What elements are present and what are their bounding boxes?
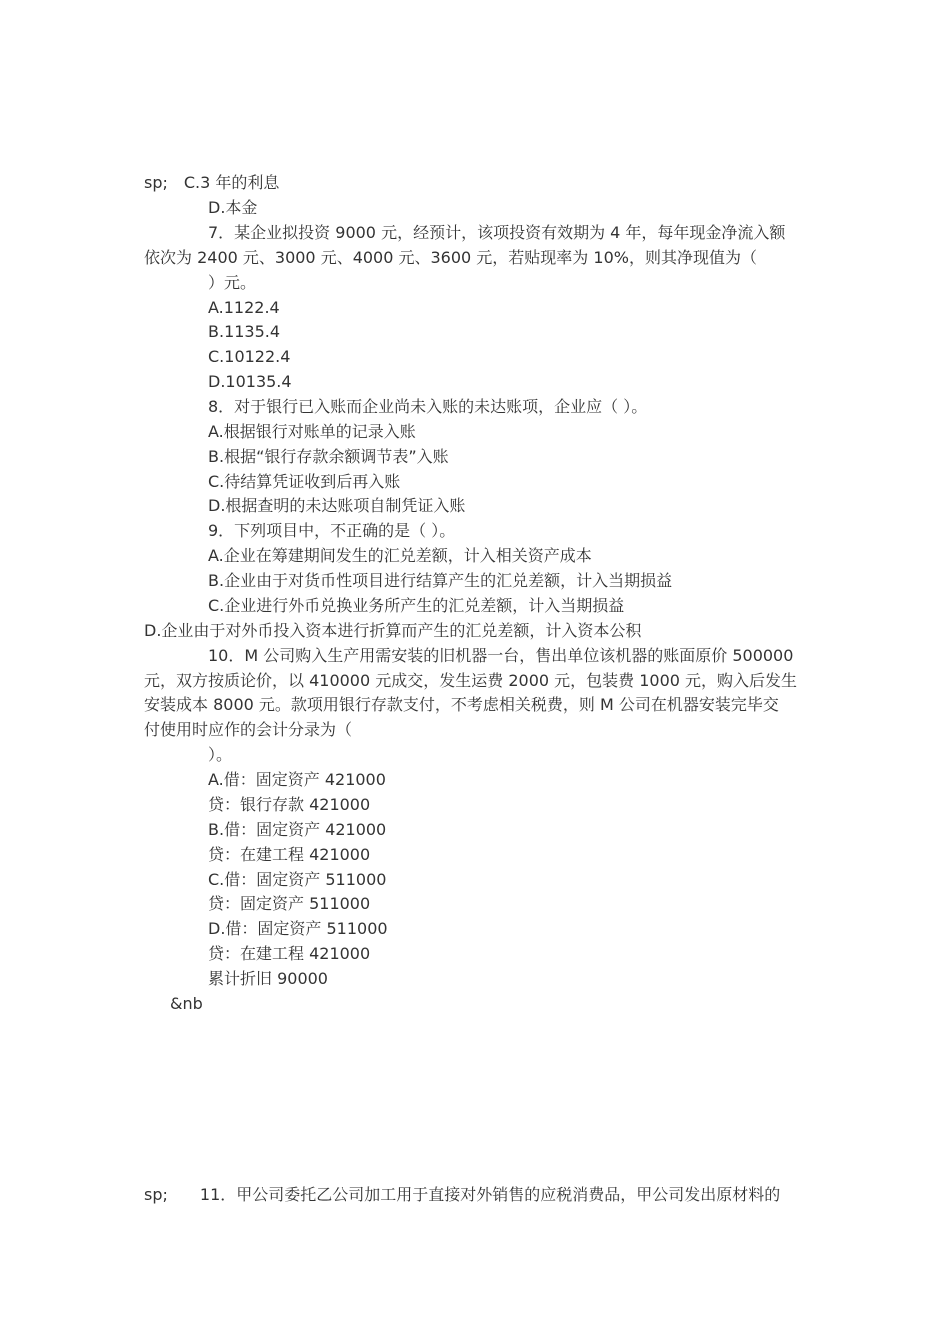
option-b: B.借：固定资产 421000 xyxy=(208,820,387,839)
option-a: A.企业在筹建期间发生的汇兑差额，计入相关资产成本 xyxy=(208,546,592,565)
text-line: 安装成本 8000 元。款项用银行存款支付，不考虑相关税费，则 M 公司在机器安装完毕交 xyxy=(144,695,779,714)
option-a: A.1122.4 xyxy=(208,298,280,317)
option-b: B.根据“银行存款余额调节表”入账 xyxy=(208,447,449,466)
option-c: C.待结算凭证收到后再入账 xyxy=(208,472,401,491)
question-11: sp; 11．甲公司委托乙公司加工用于直接对外销售的应税消费品，甲公司发出原材料的 xyxy=(144,1185,781,1204)
entry-line: 贷：固定资产 511000 xyxy=(208,894,371,913)
option-c: C.企业进行外币兑换业务所产生的汇兑差额，计入当期损益 xyxy=(208,596,625,615)
entry-line: 贷：银行存款 421000 xyxy=(208,795,371,814)
option-a: A.根据银行对账单的记录入账 xyxy=(208,422,416,441)
text-line: 付使用时应作的会计分录为（ xyxy=(144,720,353,739)
question-10: 10．M 公司购入生产用需安装的旧机器一台，售出单位该机器的账面原价 500000 xyxy=(208,646,794,665)
text-line: 依次为 2400 元、3000 元、4000 元、3600 元，若贴现率为 10%，则其净现值为（ xyxy=(144,248,757,267)
option-c: C.10122.4 xyxy=(208,347,291,366)
question-8: 8．对于银行已入账而企业尚未入账的未达账项，企业应（ ）。 xyxy=(208,397,648,416)
text-fragment: &nb xyxy=(170,994,203,1013)
option-d: D.10135.4 xyxy=(208,372,292,391)
entry-line: 贷：在建工程 421000 xyxy=(208,845,371,864)
text-line: ）。 xyxy=(208,745,233,764)
option-d: D.企业由于对外币投入资本进行折算而产生的汇兑差额，计入资本公积 xyxy=(144,621,642,640)
question-7: 7．某企业拟投资 9000 元，经预计，该项投资有效期为 4 年，每年现金净流入额 xyxy=(208,223,786,242)
option-d: D.根据查明的未达账项自制凭证入账 xyxy=(208,496,466,515)
text-line: ）元。 xyxy=(208,273,257,292)
option-b: B.企业由于对货币性项目进行结算产生的汇兑差额，计入当期损益 xyxy=(208,571,673,590)
option-b: B.1135.4 xyxy=(208,322,281,341)
option-a: A.借：固定资产 421000 xyxy=(208,770,386,789)
option-c: C.借：固定资产 511000 xyxy=(208,870,387,889)
option-d: D.本金 xyxy=(208,198,258,217)
entry-line: 贷：在建工程 421000 xyxy=(208,944,371,963)
text-line: sp; C.3 年的利息 xyxy=(144,173,280,192)
question-9: 9．下列项目中，不正确的是（ ）。 xyxy=(208,521,456,540)
entry-line: 累计折旧 90000 xyxy=(208,969,328,988)
option-d: D.借：固定资产 511000 xyxy=(208,919,388,938)
text-line: 元，双方按质论价，以 410000 元成交，发生运费 2000 元，包装费 1000 元，购入后发生 xyxy=(144,671,798,690)
